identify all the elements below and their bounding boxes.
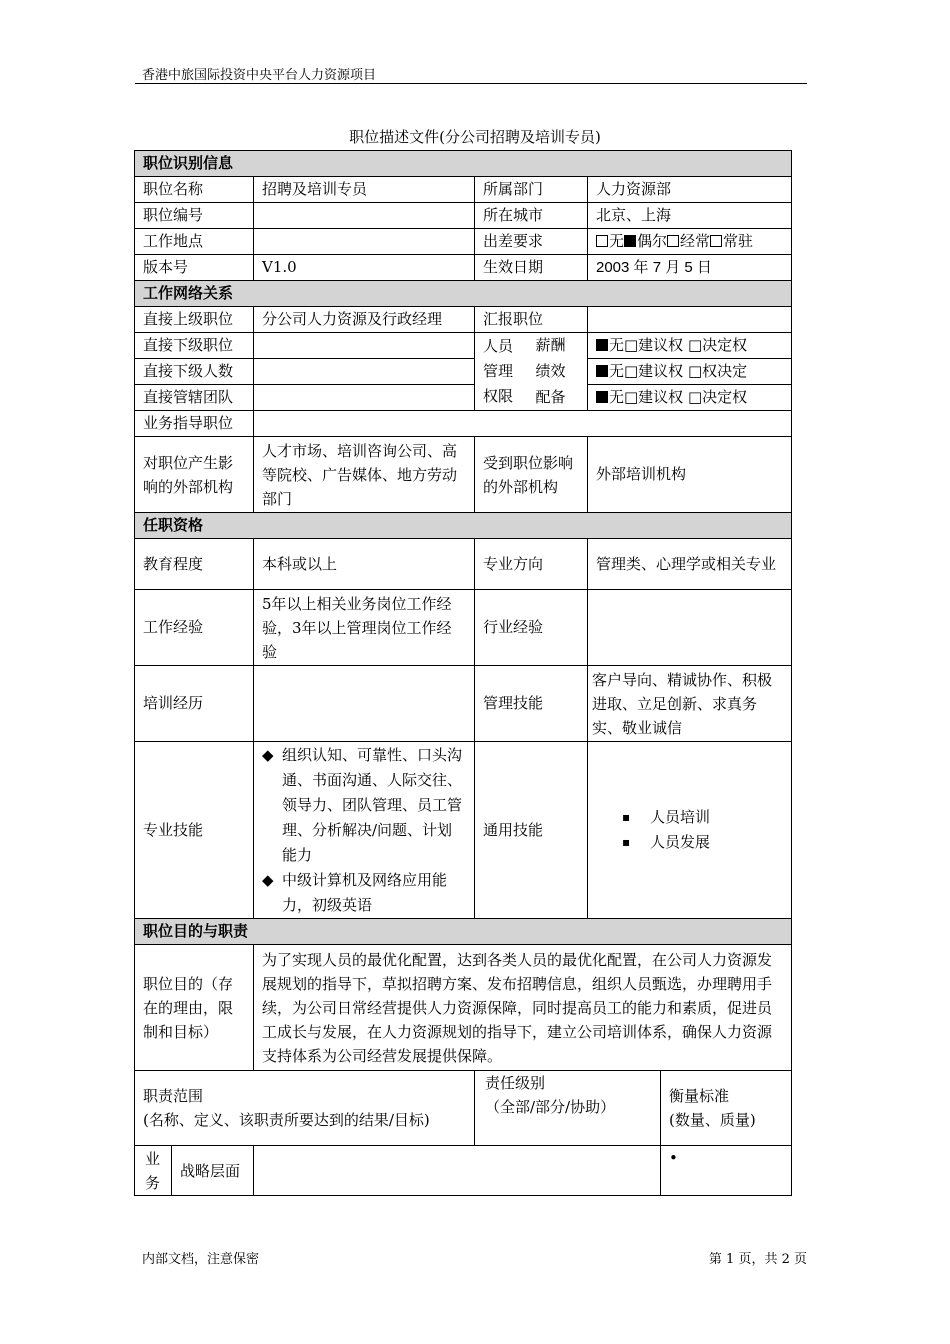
document-title: 职位描述文件(分公司招聘及培训专员) <box>349 128 601 146</box>
authority-line: 人员 <box>483 337 514 355</box>
header-divider <box>135 83 807 84</box>
section-identity: 职位识别信息 <box>135 151 792 177</box>
value-external-affected: 外部培训机构 <box>588 437 792 513</box>
label-version: 版本号 <box>135 255 254 281</box>
label-work-location: 工作地点 <box>135 229 254 255</box>
duty-scope-sub: (名称、定义、该职责所要达到的结果/目标) <box>143 1111 430 1129</box>
value-performance <box>588 359 792 385</box>
label-general-skills: 通用技能 <box>475 742 588 919</box>
measure-label: 衡量标准 <box>669 1087 730 1105</box>
value-experience: 5年以上相关业务岗位工作经验，3年以上管理岗位工作经验 <box>254 590 475 666</box>
label-experience: 工作经验 <box>135 590 254 666</box>
duty-subcategory: 战略层面 <box>172 1146 254 1196</box>
label-training: 培训经历 <box>135 666 254 742</box>
label-report-position: 汇报职位 <box>475 307 588 333</box>
header-measure <box>661 1071 792 1146</box>
value-subordinate <box>254 333 475 359</box>
authority-line: 权限 <box>483 387 514 405</box>
label-position-code: 职位编号 <box>135 203 254 229</box>
label-education: 教育程度 <box>135 539 254 590</box>
list-item: ▪ 人员培训 <box>650 805 783 830</box>
label-subordinate-count: 直接下级人数 <box>135 359 254 385</box>
label-professional-skills: 专业技能 <box>135 742 254 919</box>
value-position-purpose: 为了实现人员的最优化配置，达到各类人员的最优化配置，在公司人力资源发展规划的指导下，草拟招聘方案、发布招聘信息，组织人员甄选，办理聘用手续，为公司日常经营提供人力资源保障，同时提高员工的能力和素质，促进员工成长与发展，在人力资源规划的指导下，建立公司培训体系，确保人力资源支持体系为公司经营发展提供保障。 <box>254 945 792 1071</box>
value-team <box>254 385 475 411</box>
authority-line: 管理 <box>483 362 514 380</box>
section-qualification: 任职资格 <box>135 513 792 539</box>
label-authority <box>475 333 528 411</box>
checkbox-filled <box>596 365 608 377</box>
travel-option: 常驻 <box>723 232 754 250</box>
value-training <box>254 666 475 742</box>
value-department: 人力资源部 <box>588 177 792 203</box>
level-sub: （全部/部分/协助） <box>485 1098 616 1116</box>
checkbox-filled <box>596 391 608 403</box>
footer-page-number: 第 1 页，共 2 页 <box>708 1252 807 1267</box>
measure-sub: (数量、质量) <box>669 1111 756 1129</box>
diamond-bullet-icon: ◆ <box>262 745 274 764</box>
value-salary <box>588 333 792 359</box>
value-effective-date: 2003 年 7 月 5 日 <box>588 255 792 281</box>
checkbox-empty <box>710 235 722 247</box>
label-department: 所属部门 <box>475 177 588 203</box>
value-position-name: 招聘及培训专员 <box>254 177 475 203</box>
header-project: 香港中旅国际投资中央平台人力资源项目 <box>142 68 377 83</box>
label-subordinate: 直接下级职位 <box>135 333 254 359</box>
label-performance: 绩效 <box>528 359 588 385</box>
duty-category: 业务 <box>135 1146 172 1196</box>
value-work-location <box>254 229 475 255</box>
checkbox-filled <box>596 339 608 351</box>
diamond-bullet-icon: ◆ <box>262 870 274 889</box>
travel-option: 无 <box>609 232 625 250</box>
travel-option: 偶尔 <box>637 232 668 250</box>
label-effective-date: 生效日期 <box>475 255 588 281</box>
value-management-skills: 客户导向、精诚协作、积极进取、立足创新、求真务实、敬业诚信 <box>588 666 792 742</box>
staffing-options: 无□建议权 □决定权 <box>609 388 748 406</box>
value-professional-skills <box>254 742 475 919</box>
value-report-position <box>588 307 792 333</box>
skill-item <box>262 868 466 918</box>
skill-text: 组织认知、可靠性、口头沟通、书面沟通、人际交往、领导力、团队管理、员工管理、分析解决/问题、计划能力 <box>282 745 463 864</box>
value-industry <box>588 590 792 666</box>
label-position-name: 职位名称 <box>135 177 254 203</box>
duty-content <box>254 1146 661 1196</box>
value-business-guide <box>254 411 792 437</box>
label-city: 所在城市 <box>475 203 588 229</box>
checkbox-filled <box>624 235 636 247</box>
salary-options: 无□建议权 □决定权 <box>609 336 748 354</box>
list-item: ▪ 人员发展 <box>650 830 783 855</box>
general-skills-list <box>596 805 783 855</box>
section-network: 工作网络关系 <box>135 281 792 307</box>
label-team: 直接管辖团队 <box>135 385 254 411</box>
value-position-code <box>254 203 475 229</box>
value-major: 管理类、心理学或相关专业 <box>588 539 792 590</box>
value-general-skills <box>588 742 792 919</box>
value-city: 北京、上海 <box>588 203 792 229</box>
value-superior: 分公司人力资源及行政经理 <box>254 307 475 333</box>
checkbox-empty <box>596 235 608 247</box>
value-version: V1.0 <box>254 255 475 281</box>
duty-measure: • <box>661 1146 792 1196</box>
skill-text: 中级计算机及网络应用能力，初级英语 <box>282 870 448 914</box>
label-superior: 直接上级职位 <box>135 307 254 333</box>
duty-scope-label: 职责范围 <box>143 1087 204 1105</box>
label-travel: 出差要求 <box>475 229 588 255</box>
value-subordinate-count <box>254 359 475 385</box>
value-education: 本科或以上 <box>254 539 475 590</box>
travel-option: 经常 <box>680 232 711 250</box>
label-major: 专业方向 <box>475 539 588 590</box>
value-staffing <box>588 385 792 411</box>
label-management-skills: 管理技能 <box>475 666 588 742</box>
label-salary: 薪酬 <box>528 333 588 359</box>
header-responsibility-level <box>475 1071 661 1146</box>
header-duty-scope <box>135 1071 475 1146</box>
level-label: 责任级别 <box>485 1074 546 1092</box>
label-external-affecting: 对职位产生影响的外部机构 <box>135 437 254 513</box>
performance-options: 无□建议权 □权决定 <box>609 362 748 380</box>
section-purpose: 职位目的与职责 <box>135 919 792 945</box>
skill-item <box>262 743 466 868</box>
checkbox-empty <box>667 235 679 247</box>
travel-options <box>588 229 792 255</box>
label-staffing: 配备 <box>528 385 588 411</box>
job-description-table <box>134 150 791 1196</box>
label-external-affected: 受到职位影响的外部机构 <box>475 437 588 513</box>
label-business-guide: 业务指导职位 <box>135 411 254 437</box>
label-industry: 行业经验 <box>475 590 588 666</box>
label-position-purpose: 职位目的（存在的理由，限制和目标） <box>135 945 254 1071</box>
value-external-affecting: 人才市场、培训咨询公司、高等院校、广告媒体、地方劳动部门 <box>254 437 475 513</box>
footer-confidential: 内部文档，注意保密 <box>142 1252 260 1267</box>
